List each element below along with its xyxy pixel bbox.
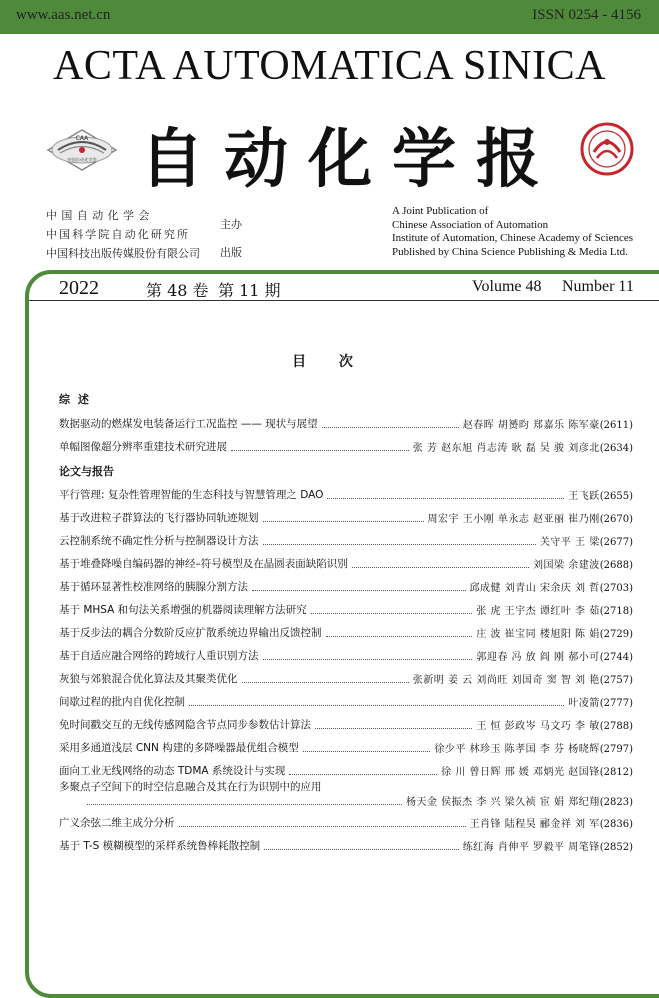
publish-label: 出版 [220,246,242,259]
toc-entry[interactable] [59,532,633,548]
toc-entry[interactable] [59,555,633,571]
article-title: 基于改进粒子群算法的飞行器协同轨迹规划 [59,512,259,524]
issue-number-zh: 第 11 期 [218,281,281,300]
caa-logo-icon [46,128,118,172]
article-authors: 张 虎 王宇杰 谭红叶 李 茹 [476,606,600,617]
article-authors: 邱成健 刘青山 宋余庆 刘 哲 [469,583,600,594]
header-divider [29,300,659,301]
article-authors: 王 恒 彭政岑 马文巧 李 敏 [476,721,600,732]
toc-entry[interactable] [59,647,633,663]
toc-entry[interactable] [59,438,633,454]
caa-logo-text: CAA [75,135,89,142]
article-authors: 练红海 肖伸平 罗毅平 周笔锋 [462,842,600,853]
article-authors: 赵春晖 胡赟昀 郑嘉乐 陈军豪 [462,420,600,431]
issue-volume-en: Volume 48 [472,278,542,295]
article-title: 平行管理: 复杂性管理智能的生态科技与智慧管理之 DAO [59,489,324,501]
toc-entry[interactable] [59,670,633,686]
toc-entry[interactable] [59,509,633,525]
article-page: (2744) [599,652,633,663]
article-authors: 庄 波 崔宝同 楼旭阳 陈 娟 [476,629,600,640]
issue-year: 2022 [59,277,99,299]
article-page: (2655) [599,491,633,502]
toc-entry[interactable] [59,792,633,808]
article-title: 广义余弦二维主成分分析 [59,817,175,829]
joint-publication [392,205,633,259]
article-title: 基于 MHSA 和句法关系增强的机器阅读理解方法研究 [59,604,307,616]
toc-section-review: 综 述 [59,393,91,406]
caa-logo-subtext: 中国自动化学会 [67,157,97,162]
toc-entry[interactable] [59,578,633,594]
toc-entry[interactable] [59,739,633,755]
article-page: (2688) [599,560,633,571]
toc-heading: 目 次 [292,354,367,370]
article-page: (2677) [599,537,633,548]
toc-entry[interactable] [59,762,633,778]
sponsor-org: 中国科学院自动化研究所 [46,228,191,241]
article-title: 采用多通道浅层 CNN 构建的多降噪器最优组合模型 [59,742,299,754]
toc-entry[interactable] [59,601,633,617]
article-title: 面向工业无线网络的动态 TDMA 系统设计与实现 [59,765,286,777]
journal-title-en: ACTA AUTOMATICA SINICA [53,43,606,89]
journal-title-zh: 自动化学报 [140,123,560,197]
article-title: 单幅图像超分辨率重建技术研究进展 [59,441,227,453]
article-title: 灰狼与郊狼混合优化算法及其聚类优化 [59,673,238,685]
article-page: (2718) [599,606,633,617]
article-page: (2757) [599,675,633,686]
article-authors: 徐 川 曾日辉 邢 媛 邓炳光 赵国锋 [441,767,600,778]
article-authors: 王肖锋 陆程昊 郦金祥 刘 军 [469,819,600,830]
article-authors: 关守平 王 梁 [539,537,600,548]
top-bar [0,0,659,34]
toc-entry[interactable] [59,716,633,732]
article-page: (2634) [599,443,633,454]
joint-line: Institute of Automation, Chinese Academy of Sciences [392,232,634,244]
toc-entry[interactable] [59,814,633,830]
toc-entry[interactable] [59,693,633,709]
article-authors: 徐少平 林珍玉 陈孝国 李 芬 杨晓辉 [434,744,600,755]
website-url[interactable]: www.aas.net.cn [16,7,111,23]
publisher-org: 中国科技出版传媒股份有限公司 [46,247,200,260]
article-authors: 叶凌箭 [568,698,600,709]
article-authors: 杨天金 侯振杰 李 兴 梁久祯 宦 娟 郑纪翔 [405,797,600,808]
toc-entry[interactable] [59,486,633,502]
article-authors: 张新明 姜 云 刘尚旺 刘国奇 窦 智 刘 艳 [412,675,600,686]
sponsor-orgs [46,206,200,263]
article-authors: 王飞跃 [568,491,600,502]
article-authors: 周宏宇 王小刚 单永志 赵亚丽 崔乃刚 [427,514,600,525]
joint-line: Chinese Association of Automation [392,218,549,231]
article-title: 云控制系统不确定性分析与控制器设计方法 [59,535,259,547]
toc-entry[interactable] [59,415,633,431]
issue-number-en: Number 11 [562,278,634,295]
article-authors: 刘国梁 余建波 [533,560,600,571]
article-authors: 张 芳 赵东旭 肖志涛 耿 磊 吴 骏 刘彦北 [412,443,600,454]
article-page: (2788) [599,721,633,732]
issn-number: ISSN 0254 - 4156 [532,7,641,23]
article-title: 基于反步法的耦合分数阶反应扩散系统边界输出反馈控制 [59,627,322,639]
toc-entry[interactable] [59,837,633,853]
article-title: 数据驱动的燃煤发电装备运行工况监控 —— 现状与展望 [59,418,318,430]
article-page: (2823) [599,797,633,808]
article-title: 基于循环显著性校准网络的胰腺分割方法 [59,581,248,593]
article-page: (2777) [599,698,633,709]
article-title: 基于堆叠降噪自编码器的神经–符号模型及在晶圆表面缺陷识别 [59,558,348,570]
joint-line: A Joint Publication of [392,205,489,217]
article-authors: 郭迎春 冯 放 阎 刚 郝小可 [476,652,600,663]
host-label: 主办 [220,218,242,231]
issue-volume-zh: 第 48 卷 [146,281,209,300]
article-title: 间歇过程的批内自优化控制 [59,696,185,708]
article-page: (2703) [599,583,633,594]
article-page: (2611) [599,420,633,431]
article-page: (2797) [599,744,633,755]
anniversary-seal-icon [580,122,634,176]
article-title: 免时间戳交互的无线传感网隐含节点同步参数估计算法 [59,719,311,731]
toc-section-papers: 论文与报告 [59,465,114,478]
article-page: (2852) [599,842,633,853]
article-title: 基于 T-S 模糊模型的采样系统鲁棒耗散控制 [59,840,261,852]
article-title[interactable]: 多聚点子空间下的时空信息融合及其在行为识别中的应用 [59,781,322,793]
article-page: (2670) [599,514,633,525]
article-page: (2812) [599,767,633,778]
toc-entry[interactable] [59,624,633,640]
article-page: (2836) [599,819,633,830]
joint-line: Published by China Science Publishing & Media Ltd. [392,245,628,258]
article-page: (2729) [599,629,633,640]
article-title: 基于自适应融合网络的跨域行人重识别方法 [59,650,259,662]
sponsor-org: 中国自动化学会 [46,209,154,222]
